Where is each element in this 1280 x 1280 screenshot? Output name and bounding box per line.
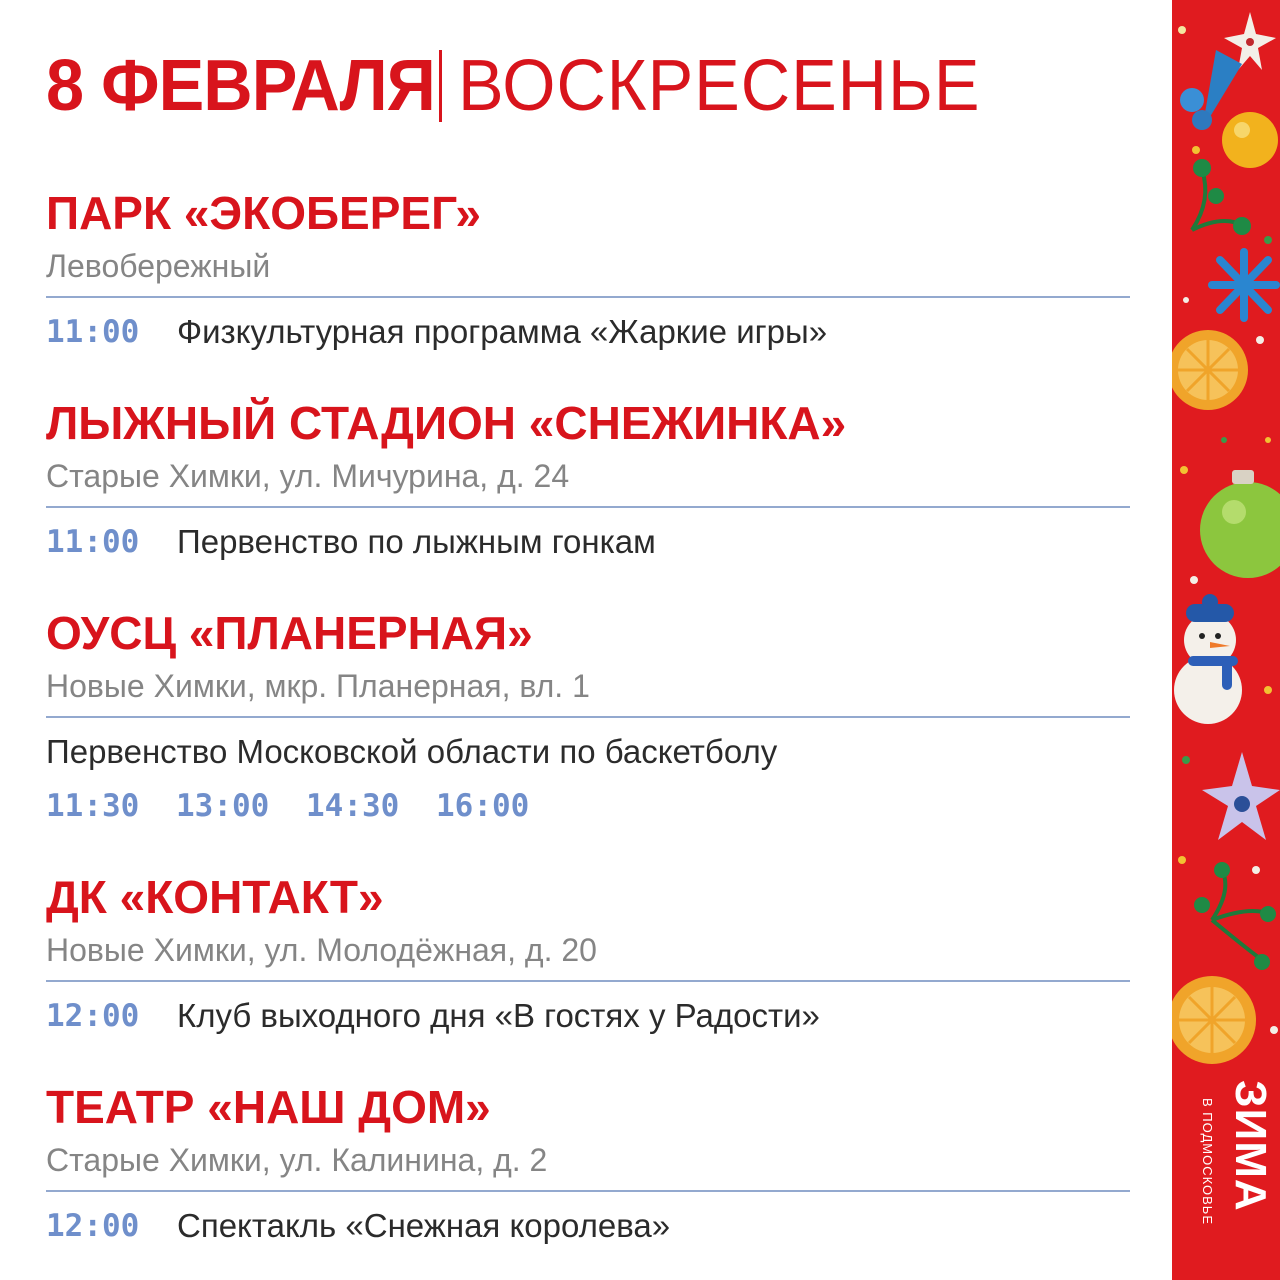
snowman-icon [1174,594,1242,724]
venue-block [46,187,1130,351]
session-time: 14:30 [306,788,400,825]
venue-divider [46,506,1130,508]
title-divider [439,50,442,122]
event-time: 11:00 [46,524,140,561]
page-header [46,38,1008,134]
venue-address: Старые Химки, ул. Калинина, д. 2 [46,1142,548,1178]
event-title: Первенство по лыжным гонкам [177,523,656,560]
venue-block [46,1081,1130,1245]
event-time: 12:00 [46,998,140,1035]
lavender-star-icon [1202,752,1280,840]
venue-address: Новые Химки, ул. Молодёжная, д. 20 [46,932,597,968]
event-row [46,314,1130,350]
event-title: Спектакль «Снежная королева» [177,1207,671,1244]
brand-logo-main: ЗИМА [1226,1080,1275,1212]
venue-divider [46,980,1130,982]
venue-name: ЛЫЖНЫЙ СТАДИОН «СНЕЖИНКА» [46,397,847,449]
venue-name: ДК «КОНТАКТ» [46,871,384,923]
event-time: 11:00 [46,314,140,351]
venue-block [46,607,1130,825]
event-row [46,998,1130,1034]
session-times [46,788,1130,824]
brand-logo [1176,1080,1276,1250]
venue-name: ПАРК «ЭКОБЕРЕГ» [46,187,482,239]
event-row [46,1208,1130,1244]
venue-divider [46,1190,1130,1192]
venue-name: ТЕАТР «НАШ ДОМ» [46,1081,491,1133]
weekday-title: ВОСКРЕСЕНЬЕ [458,46,981,126]
venue-address: Левобережный [46,248,271,284]
venue-block [46,871,1130,1035]
date-title: 8 ФЕВРАЛЯ [46,46,435,126]
venue-divider [46,716,1130,718]
venue-divider [46,296,1130,298]
event-title: Клуб выходного дня «В гостях у Радости» [177,997,820,1034]
snowflake-icon [1212,252,1276,318]
venue-address: Новые Химки, мкр. Планерная, вл. 1 [46,668,590,704]
venue-block [46,397,1130,561]
yellow-bauble-icon [1222,112,1278,168]
venue-address: Старые Химки, ул. Мичурина, д. 24 [46,458,570,494]
brand-logo-sub: В ПОДМОСКОВЬЕ [1200,1098,1215,1225]
green-bauble-icon [1200,482,1280,578]
session-time: 13:00 [176,788,270,825]
event-time: 12:00 [46,1208,140,1245]
event-title: Первенство Московской области по баскетболу [46,733,778,770]
event-row [46,524,1130,560]
session-time: 11:30 [46,788,140,825]
venue-name: ОУСЦ «ПЛАНЕРНАЯ» [46,607,533,659]
event-title: Физкультурная программа «Жаркие игры» [177,313,828,350]
session-time: 16:00 [436,788,530,825]
